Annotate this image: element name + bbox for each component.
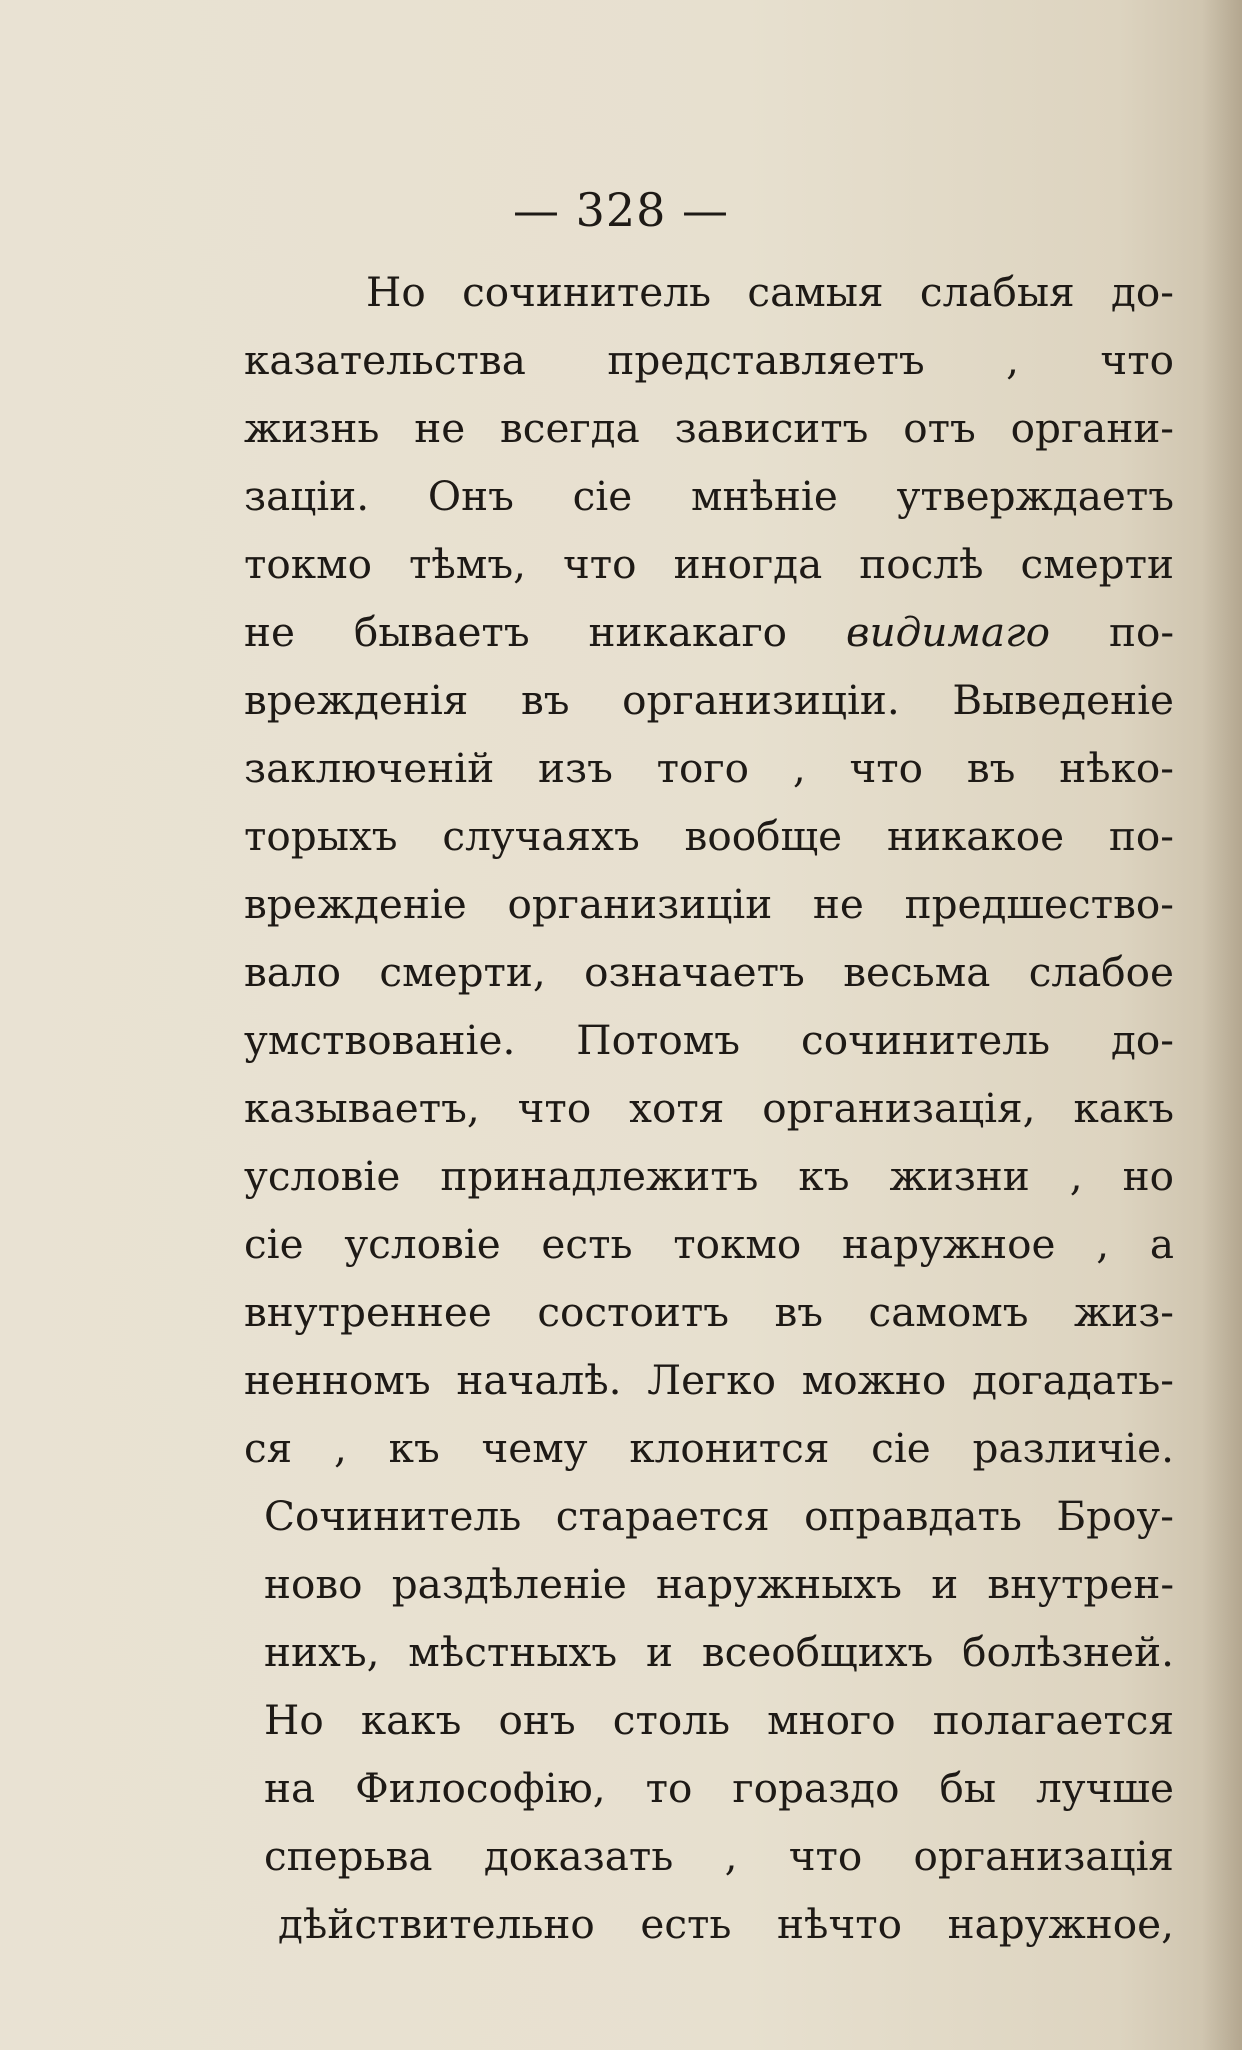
text-line: ново раздѣленіе наружныхъ и внутрен- — [264, 1560, 1174, 1608]
text-line: внутреннее состоитъ въ самомъ жиз- — [244, 1288, 1174, 1336]
text-segment: по- — [1108, 608, 1174, 656]
text-line: условіе принадлежитъ къ жизни , но — [244, 1152, 1174, 1200]
italic-word: видимаго — [846, 608, 1050, 656]
text-line: сперьва доказать , что организація — [264, 1832, 1174, 1880]
body-text — [244, 258, 1174, 1958]
text-line: заключеній изъ того , что въ нѣко- — [244, 744, 1174, 792]
text-line: Но сочинитель самыя слабыя до- — [366, 268, 1174, 316]
text-line: ненномъ началѣ. Легко можно догадать- — [244, 1356, 1174, 1404]
text-line: ся , къ чему клонится сіе различіе. — [244, 1424, 1174, 1472]
text-line: врежденія въ организиціи. Выведеніе — [244, 676, 1174, 724]
text-segment: не бываетъ никакаго — [244, 608, 788, 656]
text-line: казываетъ, что хотя организація, какъ — [244, 1084, 1174, 1132]
text-line: нихъ, мѣстныхъ и всеобщихъ болѣзней. — [264, 1628, 1174, 1676]
text-line: жизнь не всегда зависитъ отъ органи- — [244, 404, 1174, 452]
text-line: заціи. Онъ сіе мнѣніе утверждаетъ — [244, 472, 1174, 520]
text-line: умствованіе. Потомъ сочинитель до- — [244, 1016, 1174, 1064]
text-line: торыхъ случаяхъ вообще никакое по- — [244, 812, 1174, 860]
text-line-with-italic — [244, 598, 1174, 666]
text-line: Но какъ онъ столь много полагается — [264, 1696, 1174, 1744]
text-line: Сочинитель старается оправдать Броу- — [264, 1492, 1174, 1540]
text-line: вало смерти, означаетъ весьма слабое — [244, 948, 1174, 996]
text-line: сіе условіе есть токмо наружное , а — [244, 1220, 1174, 1268]
text-line: казательства представляетъ , что — [244, 336, 1174, 384]
page-number: — 328 — — [512, 183, 730, 237]
text-line: дѣйствительно есть нѣчто наружное, — [278, 1900, 1174, 1948]
text-line: на Философію, то гораздо бы лучше — [264, 1764, 1174, 1812]
text-line: врежденіе организиціи не предшество- — [244, 880, 1174, 928]
text-line: токмо тѣмъ, что иногда послѣ смерти — [244, 540, 1174, 588]
page-edge-shadow — [1202, 0, 1242, 2050]
